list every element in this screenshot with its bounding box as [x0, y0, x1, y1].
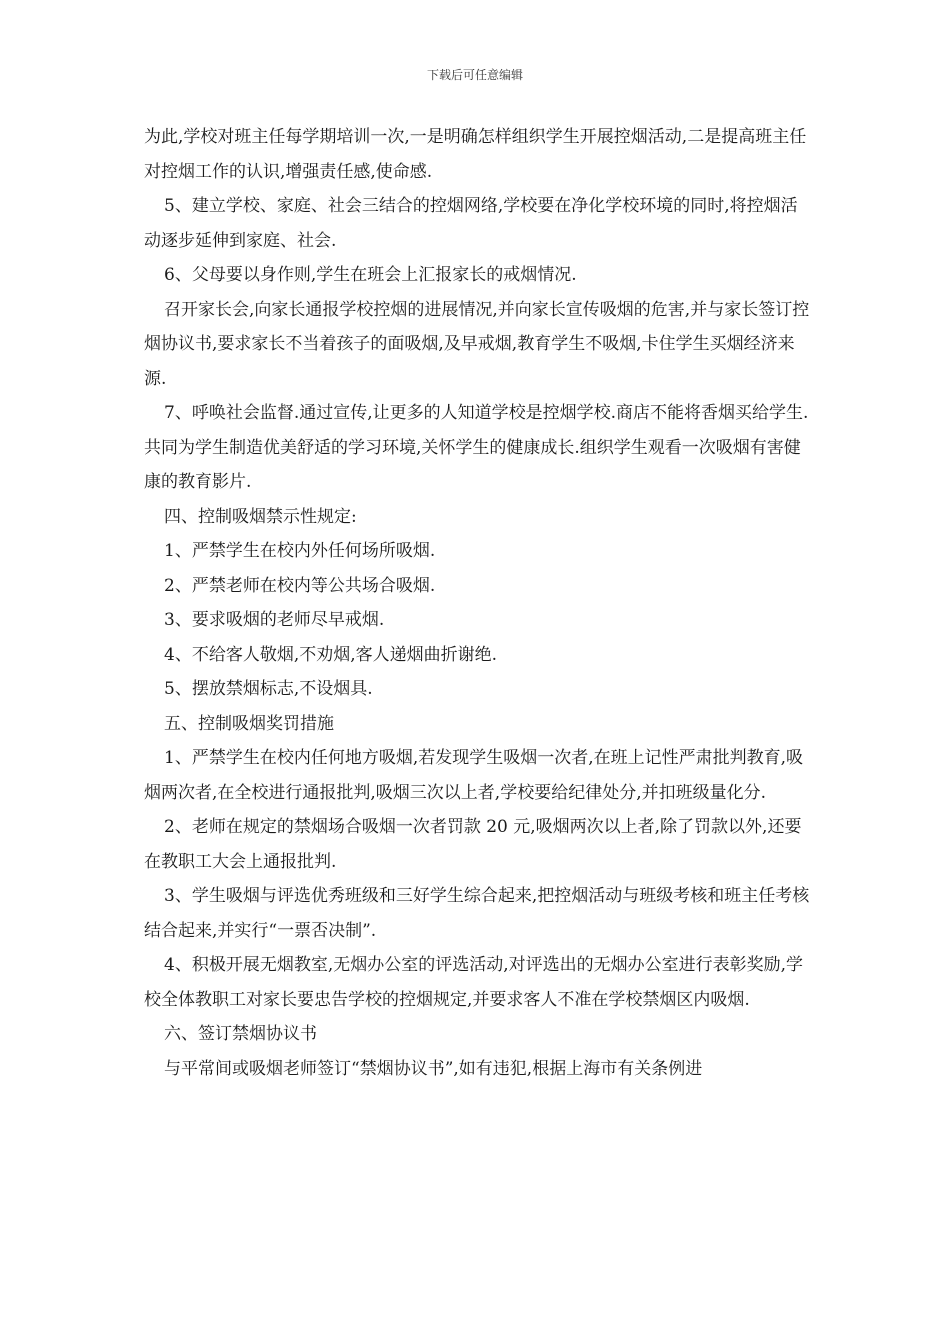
- section-heading: 六、签订禁烟协议书: [164, 1024, 317, 1044]
- page-header-note: 下载后可任意编辑: [426, 68, 523, 82]
- list-item: 4、不给客人敬烟,不劝烟,客人递烟曲折谢绝.: [164, 644, 498, 665]
- paragraph: 为此,学校对班主任每学期培训一次,一是明确怎样组织学生开展控烟活动,二是提高班主任对控烟工作的认识,增强责任感,使命感.: [144, 127, 807, 182]
- section-heading: 五、控制吸烟奖罚措施: [164, 713, 334, 734]
- paragraph: 7、呼唤社会监督.通过宣传,让更多的人知道学校是控烟学校.商店不能将香烟买给学生.共同为学生制造优美舒适的学习环境,关怀学生的健康成长.组织学生观看一次吸烟有害健康的教育影片.: [144, 403, 809, 492]
- document-body: [144, 120, 812, 1086]
- list-item: 3、学生吸烟与评选优秀班级和三好学生综合起来,把控烟活动与班级考核和班主任考核结合起来,并实行“一票否决制”.: [144, 886, 810, 941]
- paragraph: 5、建立学校、家庭、社会三结合的控烟网络,学校要在净化学校环境的同时,将控烟活动逐步延伸到家庭、社会.: [144, 196, 798, 251]
- list-item: 2、老师在规定的禁烟场合吸烟一次者罚款 20 元,吸烟两次以上者,除了罚款以外,还要在教职工大会上通报批判.: [144, 817, 802, 872]
- paragraph: 6、父母要以身作则,学生在班会上汇报家长的戒烟情况.: [164, 265, 577, 285]
- paragraph: 与平常间或吸烟老师签订“禁烟协议书”,如有违犯,根据上海市有关条例进: [164, 1058, 703, 1079]
- paragraph: 召开家长会,向家长通报学校控烟的进展情况,并向家长宣传吸烟的危害,并与家长签订控烟协议书,要求家长不当着孩子的面吸烟,及早戒烟,教育学生不吸烟,卡住学生买烟经济来源.: [144, 299, 810, 389]
- list-item: 2、严禁老师在校内等公共场合吸烟.: [164, 575, 436, 596]
- list-item: 3、要求吸烟的老师尽早戒烟.: [164, 610, 385, 630]
- list-item: 5、摆放禁烟标志,不设烟具.: [164, 679, 373, 699]
- section-heading: 四、控制吸烟禁示性规定:: [164, 506, 357, 527]
- list-item: 4、积极开展无烟教室,无烟办公室的评选活动,对评选出的无烟办公室进行表彰奖励,学校全体教职工对家长要忠告学校的控烟规定,并要求客人不准在学校禁烟区内吸烟.: [144, 955, 804, 1010]
- list-item: 1、严禁学生在校内外任何场所吸烟.: [164, 541, 436, 561]
- list-item: 1、严禁学生在校内任何地方吸烟,若发现学生吸烟一次者,在班上记性严肃批判教育,吸烟两次者,在全校进行通报批判,吸烟三次以上者,学校要给纪律处分,并扣班级量化分.: [144, 748, 804, 803]
